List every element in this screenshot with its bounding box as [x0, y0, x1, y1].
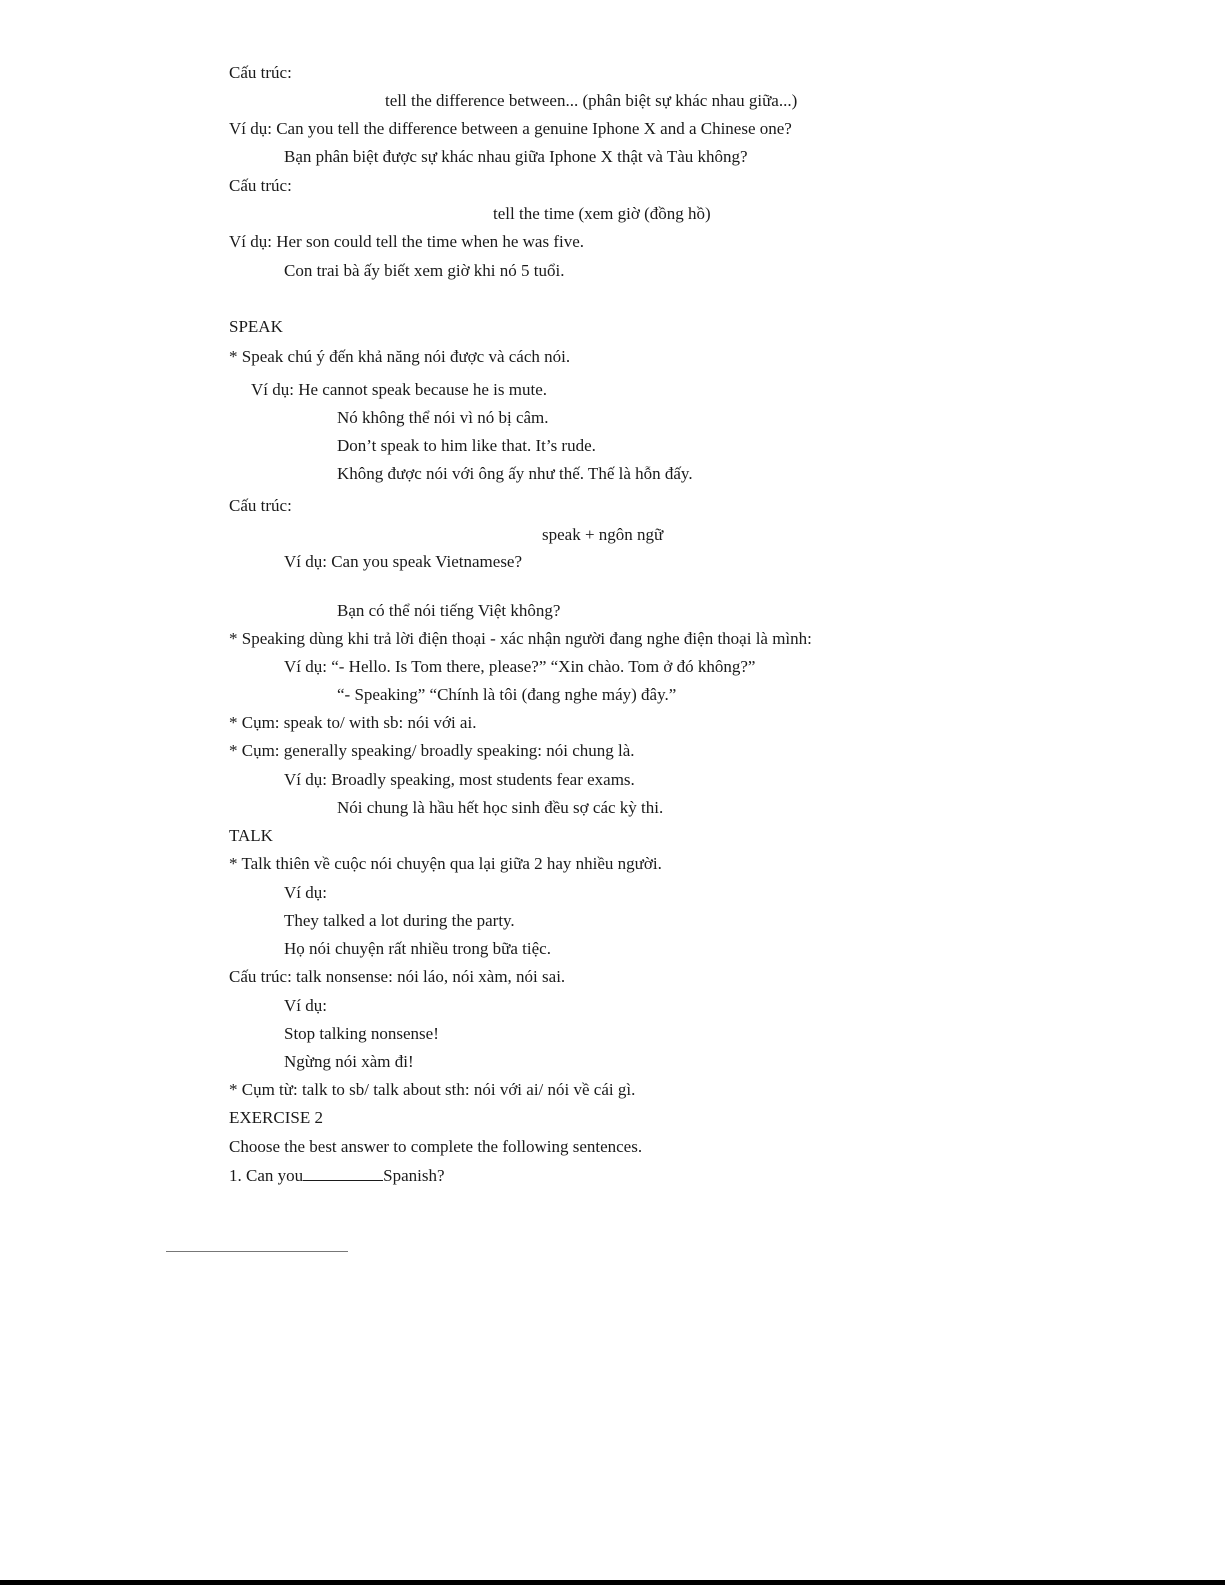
translation-line: Bạn có thể nói tiếng Việt không? — [337, 601, 561, 620]
bullet-line: * Cụm: speak to/ with sb: nói với ai. — [229, 713, 477, 732]
example-line: Ví dụ: “- Hello. Is Tom there, please?” “Xin chào. Tom ở đó không?” — [284, 657, 756, 676]
translation-line: Nói chung là hầu hết học sinh đều sợ các kỳ thi. — [337, 798, 664, 817]
example-label: Ví dụ: — [284, 883, 327, 902]
example-label: Ví dụ: — [284, 996, 327, 1015]
translation-line: Không được nói với ông ấy như thế. Thế là hỗn đấy. — [337, 464, 693, 483]
structure-label: Cấu trúc: — [229, 176, 292, 195]
bullet-line: * Cụm: generally speaking/ broadly speaking: nói chung là. — [229, 741, 635, 760]
example-line: Don’t speak to him like that. It’s rude. — [337, 436, 596, 455]
bullet-line: * Cụm từ: talk to sb/ talk about sth: nói với ai/ nói về cái gì. — [229, 1080, 636, 1099]
question-1 — [229, 1165, 445, 1186]
instruction-line: Choose the best answer to complete the following sentences. — [229, 1137, 643, 1156]
section-heading-speak: SPEAK — [229, 317, 283, 336]
bullet-line: * Talk thiên về cuộc nói chuyện qua lại giữa 2 hay nhiều người. — [229, 854, 662, 873]
translation-line: Ngừng nói xàm đi! — [284, 1052, 414, 1071]
structure-formula: tell the time (xem giờ (đồng hồ) — [493, 204, 711, 223]
section-heading-exercise: EXERCISE 2 — [229, 1108, 323, 1127]
bullet-line: * Speaking dùng khi trả lời điện thoại - xác nhận người đang nghe điện thoại là mình: — [229, 629, 812, 648]
example-line: They talked a lot during the party. — [284, 911, 515, 930]
question-1-prefix: 1. Can you — [229, 1166, 304, 1185]
example-line: Ví dụ: He cannot speak because he is mute. — [251, 380, 547, 399]
structure-formula: speak + ngôn ngữ — [542, 525, 664, 544]
example-line: Stop talking nonsense! — [284, 1024, 439, 1043]
example-line: “- Speaking” “Chính là tôi (đang nghe máy) đây.” — [337, 685, 677, 704]
structure-line: Cấu trúc: talk nonsense: nói láo, nói xàm, nói sai. — [229, 967, 566, 986]
example-line: Ví dụ: Her son could tell the time when he was five. — [229, 232, 585, 251]
example-line: Ví dụ: Can you speak Vietnamese? — [284, 552, 523, 571]
translation-line: Họ nói chuyện rất nhiều trong bữa tiệc. — [284, 939, 551, 958]
structure-formula: tell the difference between... (phân biệt sự khác nhau giữa...) — [385, 91, 798, 110]
example-line: Ví dụ: Can you tell the difference between a genuine Iphone X and a Chinese one? — [229, 119, 792, 138]
translation-line: Bạn phân biệt được sự khác nhau giữa Iphone X thật và Tàu không? — [284, 147, 748, 166]
answer-blank[interactable] — [303, 1165, 383, 1181]
section-heading-talk: TALK — [229, 826, 273, 845]
bullet-line: * Speak chú ý đến khả năng nói được và cách nói. — [229, 347, 571, 366]
translation-line: Nó không thể nói vì nó bị câm. — [337, 408, 549, 427]
page-bottom-edge — [0, 1580, 1225, 1585]
structure-label: Cấu trúc: — [229, 496, 292, 515]
footnote-divider — [166, 1251, 348, 1252]
translation-line: Con trai bà ấy biết xem giờ khi nó 5 tuổi. — [284, 261, 565, 280]
example-line: Ví dụ: Broadly speaking, most students fear exams. — [284, 770, 635, 789]
structure-label: Cấu trúc: — [229, 63, 292, 82]
question-1-suffix: Spanish? — [383, 1166, 445, 1185]
